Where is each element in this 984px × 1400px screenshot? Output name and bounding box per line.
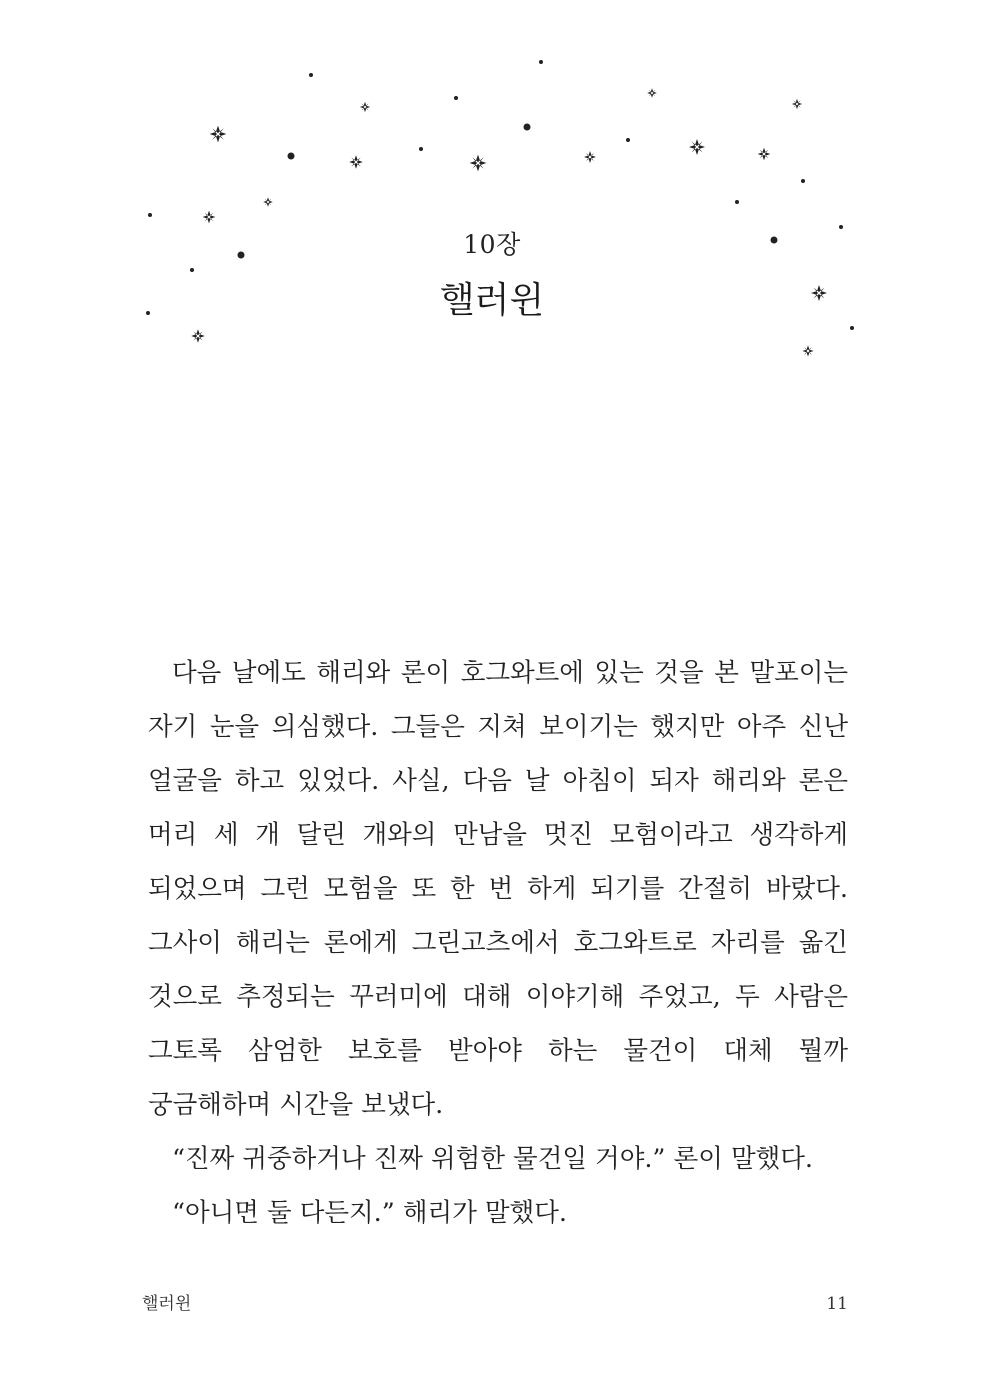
star-dot	[850, 326, 854, 330]
star-dot	[735, 200, 739, 204]
star-dot	[419, 147, 423, 151]
star-sparkle	[470, 155, 487, 172]
star-dot	[148, 213, 152, 217]
star-sparkle	[802, 345, 813, 356]
star-dot	[288, 153, 295, 160]
chapter-number: 10장	[463, 230, 521, 259]
body-text	[148, 646, 848, 1240]
star-sparkle	[758, 148, 771, 161]
star-dot	[626, 138, 630, 142]
star-sparkle	[263, 197, 273, 207]
star-sparkle	[203, 211, 216, 224]
chapter-title: 핼러윈	[439, 280, 545, 321]
chapter-header	[0, 228, 984, 326]
star-sparkle	[360, 102, 370, 112]
star-dot	[454, 96, 458, 100]
star-dot	[524, 124, 531, 131]
star-dot	[801, 179, 805, 183]
paragraph: 다음 날에도 해리와 론이 호그와트에 있는 것을 본 말포이는 자기 눈을 의심했다. 그들은 지쳐 보이기는 했지만 아주 신난 얼굴을 하고 있었다. 사실, 다음 날 아침이 되자 해리와 론은 머리 세 개 달린 개와의 만남을 멋진 모험이라고 생각하게 되었으며 그런 모험을 또 한 번 하게 되기를 간절히 바랐다. 그사이 해리는 론에게 그린고츠에서 호그와트로 자리를 옮긴 것으로 추정되는 꾸러미에 대해 이야기해 주었고, 두 사람은 그토록 삼엄한 보호를 받아야 하는 물건이 대체 뭘까 궁금해하며 시간을 보냈다.	[148, 658, 848, 1120]
page-number: 11	[826, 1294, 848, 1314]
star-sparkle	[689, 139, 705, 155]
star-sparkle	[792, 99, 802, 109]
star-sparkle	[584, 151, 596, 163]
star-dot	[309, 73, 313, 77]
star-sparkle	[191, 329, 205, 343]
star-decoration	[0, 0, 984, 400]
star-sparkle	[210, 126, 227, 143]
star-sparkle	[647, 88, 657, 98]
star-dot	[539, 60, 543, 64]
paragraph: “아니면 둘 다든지.” 해리가 말했다.	[172, 1198, 567, 1228]
paragraph: “진짜 귀중하거나 진짜 위험한 물건일 거야.” 론이 말했다.	[172, 1144, 813, 1174]
star-sparkle	[349, 155, 363, 169]
running-title: 핼러윈	[142, 1294, 192, 1314]
